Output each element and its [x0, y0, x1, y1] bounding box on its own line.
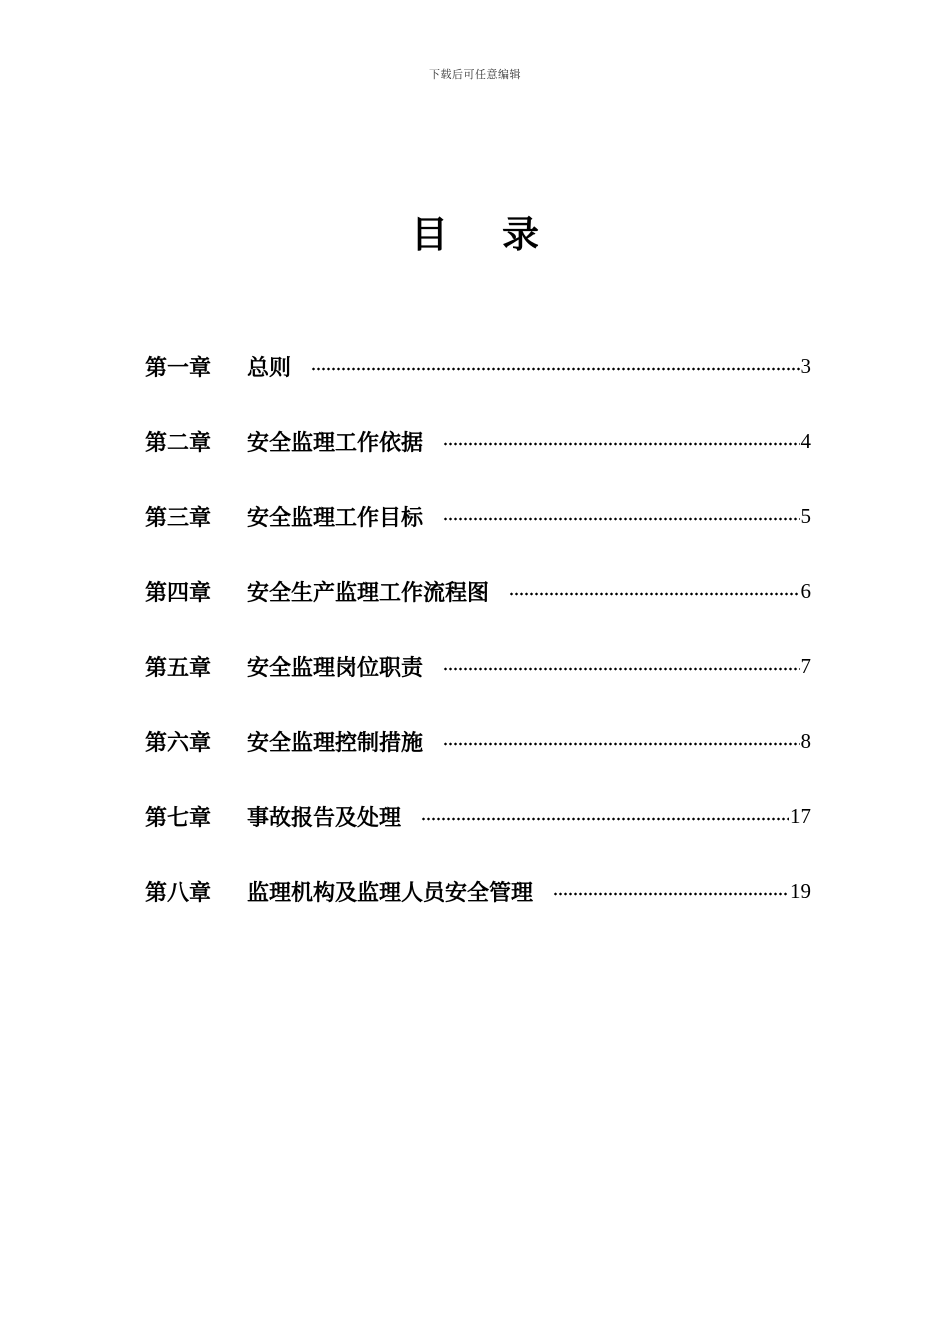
toc-page-number: 5 — [800, 503, 811, 528]
toc-page-number: 19 — [790, 878, 811, 903]
toc-entry-2[interactable] — [145, 419, 811, 463]
toc-dot-leader — [443, 742, 799, 746]
toc-page-number: 8 — [800, 728, 811, 753]
toc-dot-leader — [553, 892, 789, 896]
toc-chapter-number: 第七章 — [145, 804, 212, 831]
toc-dot-leader — [421, 817, 789, 821]
toc-page-number: 3 — [800, 353, 811, 378]
toc-chapter-number: 第四章 — [145, 579, 212, 606]
toc-entry-1[interactable] — [145, 344, 811, 388]
toc-chapter-heading: 事故报告及处理 — [247, 804, 402, 831]
toc-chapter-number: 第二章 — [145, 429, 212, 456]
toc-chapter-heading: 监理机构及监理人员安全管理 — [247, 879, 534, 906]
toc-page-number: 4 — [800, 428, 811, 453]
toc-dot-leader — [443, 667, 799, 671]
toc-entry-5[interactable] — [145, 644, 811, 688]
toc-chapter-number: 第一章 — [145, 354, 212, 381]
toc-entry-4[interactable] — [145, 569, 811, 613]
toc-entry-3[interactable] — [145, 494, 811, 538]
toc-chapter-heading: 总则 — [247, 354, 292, 381]
toc-dot-leader — [509, 592, 799, 596]
toc-entry-6[interactable] — [145, 719, 811, 763]
toc-entry-7[interactable] — [145, 794, 811, 838]
toc-page-number: 6 — [800, 578, 811, 603]
toc-chapter-number: 第八章 — [145, 879, 212, 906]
toc-dot-leader — [311, 367, 799, 371]
toc-chapter-number: 第三章 — [145, 504, 212, 531]
toc-chapter-heading: 安全监理控制措施 — [247, 729, 424, 756]
table-of-contents — [145, 344, 811, 944]
page-title — [0, 204, 950, 258]
toc-chapter-heading: 安全监理工作依据 — [247, 429, 424, 456]
toc-entry-8[interactable] — [145, 869, 811, 913]
toc-dot-leader — [443, 442, 799, 446]
toc-chapter-heading: 安全监理工作目标 — [247, 504, 424, 531]
toc-page-number: 17 — [790, 803, 811, 828]
toc-dot-leader — [443, 517, 799, 521]
toc-page-number: 7 — [800, 653, 811, 678]
page-title-char-2: 录 — [502, 212, 539, 256]
toc-chapter-heading: 安全生产监理工作流程图 — [247, 579, 490, 606]
page-title-char-1: 目 — [411, 212, 448, 256]
toc-chapter-number: 第五章 — [145, 654, 212, 681]
header-note: 下载后可任意编辑 — [429, 68, 521, 81]
toc-chapter-number: 第六章 — [145, 729, 212, 756]
toc-chapter-heading: 安全监理岗位职责 — [247, 654, 424, 681]
